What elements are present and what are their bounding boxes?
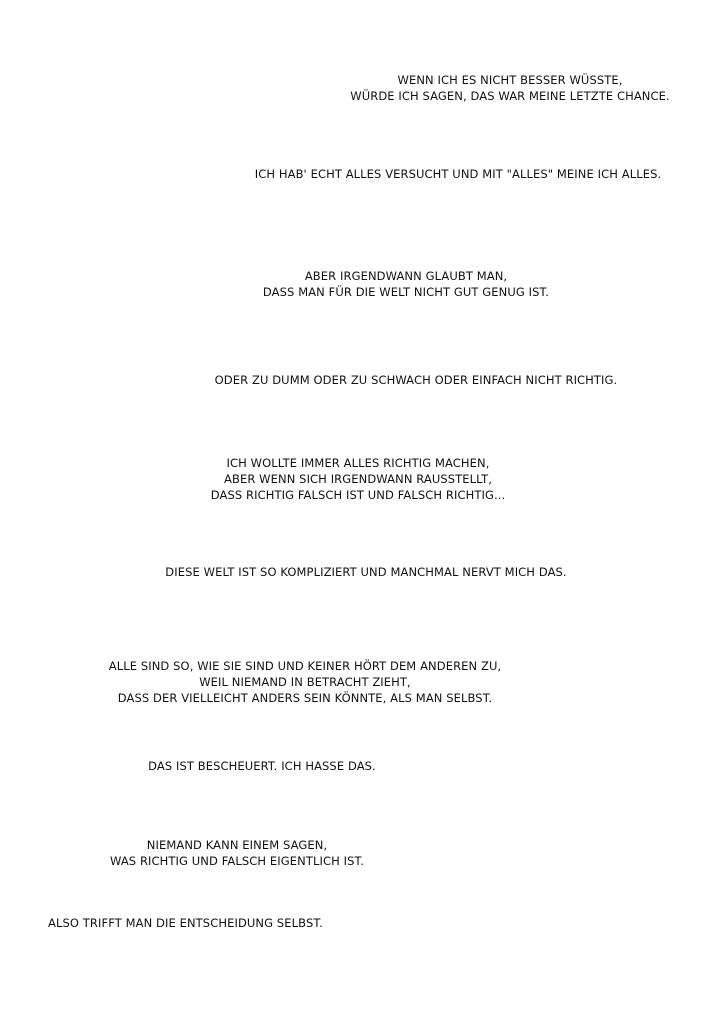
text-line: NIEMAND KANN EINEM SAGEN, — [146, 838, 328, 852]
text-block-8 — [146, 758, 378, 774]
text-line: WEIL NIEMAND IN BETRACHT ZIEHT, — [199, 675, 411, 689]
text-line: DIESE WELT IST SO KOMPLIZIERT UND MANCHMAL NERVT MICH DAS. — [165, 565, 567, 579]
text-line: ICH HAB' ECHT ALLES VERSUCHT UND MIT "ALLES" MEINE ICH ALLES. — [254, 167, 662, 181]
text-line: WÜRDE ICH SAGEN, DAS WAR MEINE LETZTE CHANCE. — [350, 89, 670, 103]
text-block-1 — [340, 72, 680, 104]
text-line: WENN ICH ES NICHT BESSER WÜSSTE, — [397, 73, 623, 87]
text-line: ICH WOLLTE IMMER ALLES RICHTIG MACHEN, — [226, 456, 490, 470]
text-line: ALSO TRIFFT MAN DIE ENTSCHEIDUNG SELBST. — [48, 916, 323, 930]
text-block-2 — [248, 166, 668, 182]
text-line: DASS MAN FÜR DIE WELT NICHT GUT GENUG IST. — [262, 285, 550, 299]
text-line: ABER WENN SICH IRGENDWANN RAUSSTELLT, — [224, 472, 492, 486]
text-block-4 — [196, 372, 636, 388]
text-line: ODER ZU DUMM ODER ZU SCHWACH ODER EINFACH NICHT RICHTIG. — [214, 373, 618, 387]
text-line: DAS IST BESCHEUERT. ICH HASSE DAS. — [148, 759, 376, 773]
text-block-10 — [48, 915, 336, 931]
text-line: WAS RICHTIG UND FALSCH EIGENTLICH IST. — [109, 854, 364, 868]
text-line: ABER IRGENDWANN GLAUBT MAN, — [304, 269, 508, 283]
text-line: DASS RICHTIG FALSCH IST UND FALSCH RICHTIG... — [210, 488, 506, 502]
text-line: DASS DER VIELLEICHT ANDERS SEIN KÖNNTE, ALS MAN SELBST. — [117, 691, 493, 705]
text-block-9 — [100, 837, 374, 869]
text-line: ALLE SIND SO, WIE SIE SIND UND KEINER HÖRT DEM ANDEREN ZU, — [108, 659, 502, 673]
text-block-6 — [150, 564, 582, 580]
text-block-3 — [250, 268, 562, 300]
text-block-7 — [100, 658, 510, 706]
text-block-5 — [200, 455, 516, 503]
